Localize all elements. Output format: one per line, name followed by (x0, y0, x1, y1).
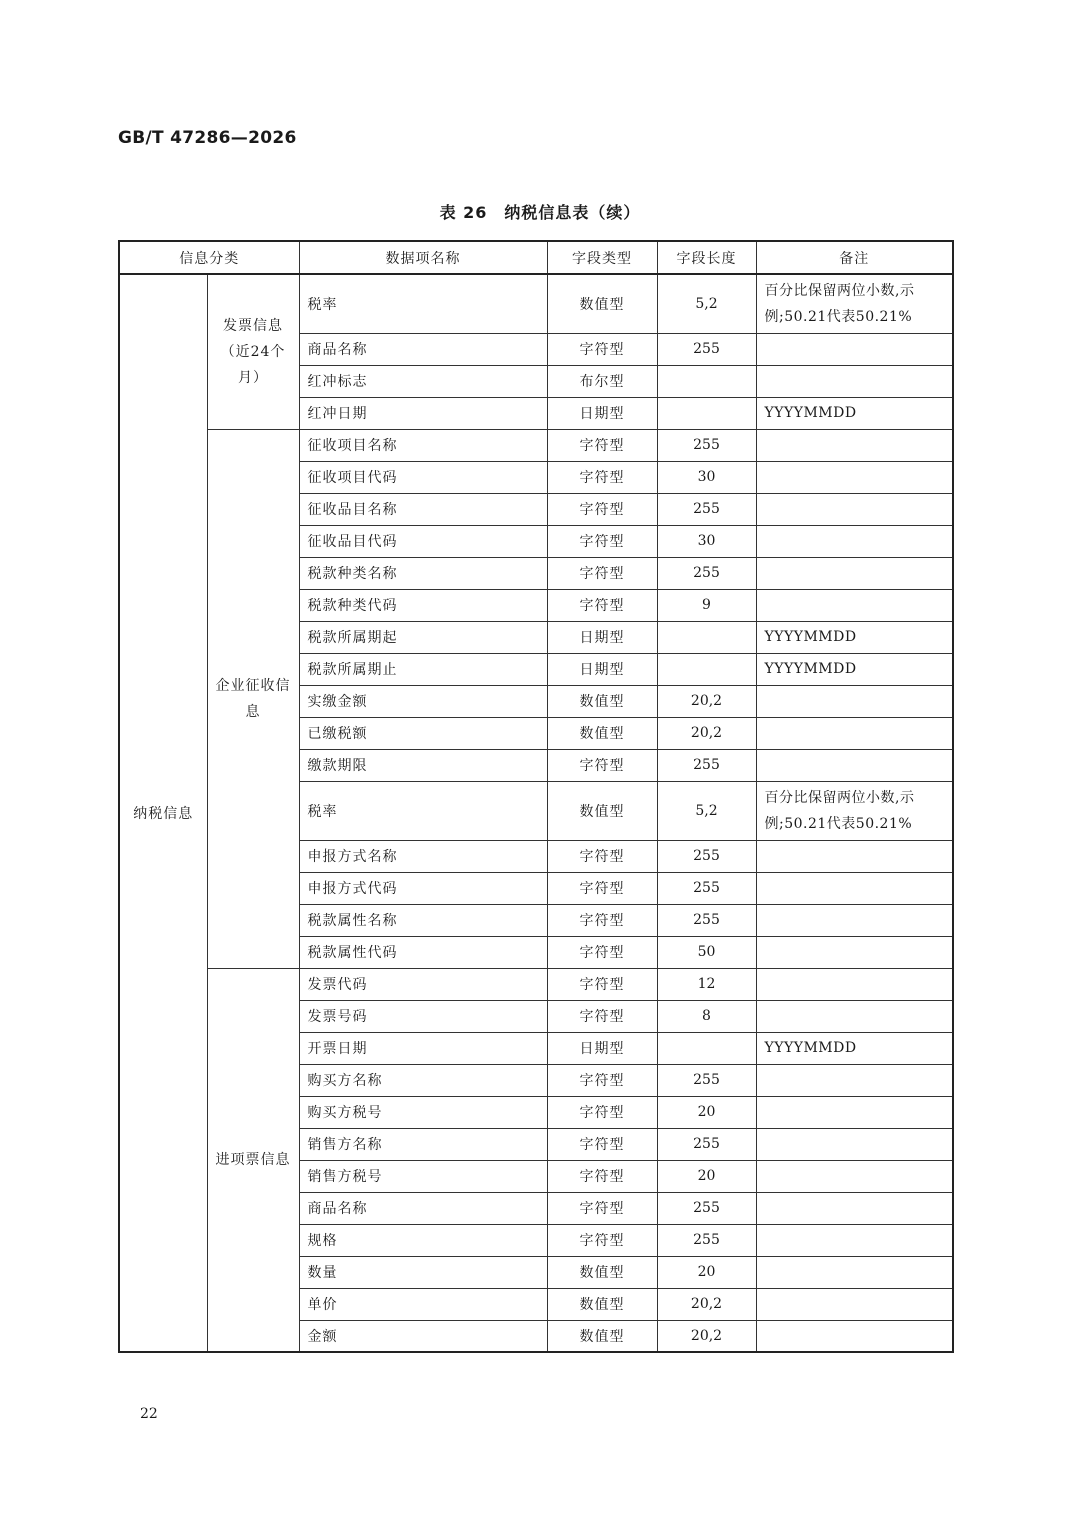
item-name-cell: 缴款期限 (299, 749, 547, 781)
note-cell (756, 872, 953, 904)
field-length-cell: 255 (657, 872, 756, 904)
field-type-cell: 字符型 (547, 1000, 657, 1032)
item-name-cell: 征收项目名称 (299, 429, 547, 461)
field-length-cell: 30 (657, 461, 756, 493)
field-length-cell: 20,2 (657, 717, 756, 749)
note-cell (756, 1192, 953, 1224)
item-name-cell: 购买方名称 (299, 1064, 547, 1096)
note-cell (756, 1128, 953, 1160)
note-cell (756, 365, 953, 397)
field-length-cell: 20 (657, 1256, 756, 1288)
note-cell (756, 1288, 953, 1320)
field-type-cell: 数值型 (547, 274, 657, 333)
item-name-cell: 税款所属期止 (299, 653, 547, 685)
item-name-cell: 购买方税号 (299, 1096, 547, 1128)
note-cell (756, 589, 953, 621)
note-cell: YYYYMMDD (756, 397, 953, 429)
note-cell: YYYYMMDD (756, 653, 953, 685)
field-type-cell: 数值型 (547, 717, 657, 749)
field-type-cell: 布尔型 (547, 365, 657, 397)
field-length-cell: 255 (657, 429, 756, 461)
field-length-cell: 255 (657, 333, 756, 365)
field-length-cell: 255 (657, 1224, 756, 1256)
item-name-cell: 征收品目代码 (299, 525, 547, 557)
note-cell: YYYYMMDD (756, 621, 953, 653)
field-length-cell: 255 (657, 904, 756, 936)
item-name-cell: 申报方式名称 (299, 840, 547, 872)
note-cell (756, 525, 953, 557)
field-type-cell: 日期型 (547, 653, 657, 685)
note-cell (756, 429, 953, 461)
field-length-cell: 255 (657, 1192, 756, 1224)
field-length-cell (657, 1032, 756, 1064)
category-cell: 纳税信息 (119, 274, 207, 1352)
field-type-cell: 字符型 (547, 493, 657, 525)
column-header-category: 信息分类 (119, 241, 299, 274)
note-cell (756, 493, 953, 525)
field-length-cell: 20 (657, 1096, 756, 1128)
standard-id: GB/T 47286—2026 (118, 128, 297, 148)
item-name-cell: 规格 (299, 1224, 547, 1256)
field-length-cell: 255 (657, 749, 756, 781)
tax-info-table (118, 240, 954, 1353)
note-cell (756, 461, 953, 493)
field-type-cell: 字符型 (547, 749, 657, 781)
field-type-cell: 字符型 (547, 557, 657, 589)
field-length-cell (657, 397, 756, 429)
note-cell (756, 904, 953, 936)
item-name-cell: 红冲日期 (299, 397, 547, 429)
item-name-cell: 销售方名称 (299, 1128, 547, 1160)
note-cell: 百分比保留两位小数,示例;50.21代表50.21% (756, 781, 953, 840)
note-cell (756, 717, 953, 749)
field-type-cell: 字符型 (547, 872, 657, 904)
note-cell (756, 685, 953, 717)
item-name-cell: 商品名称 (299, 1192, 547, 1224)
note-cell (756, 333, 953, 365)
note-cell (756, 1256, 953, 1288)
table-row (119, 274, 953, 333)
note-cell (756, 1224, 953, 1256)
field-type-cell: 字符型 (547, 461, 657, 493)
field-type-cell: 日期型 (547, 621, 657, 653)
subcategory-cell: 企业征收信息 (207, 429, 299, 968)
field-length-cell (657, 653, 756, 685)
page-number: 22 (140, 1406, 158, 1422)
note-cell (756, 840, 953, 872)
item-name-cell: 发票号码 (299, 1000, 547, 1032)
field-type-cell: 字符型 (547, 333, 657, 365)
field-type-cell: 字符型 (547, 525, 657, 557)
field-length-cell: 5,2 (657, 781, 756, 840)
item-name-cell: 实缴金额 (299, 685, 547, 717)
field-length-cell: 20,2 (657, 1288, 756, 1320)
item-name-cell: 数量 (299, 1256, 547, 1288)
table-title: 表 26 纳税信息表（续） (439, 203, 641, 222)
item-name-cell: 申报方式代码 (299, 872, 547, 904)
field-type-cell: 字符型 (547, 1096, 657, 1128)
field-length-cell: 255 (657, 557, 756, 589)
note-cell (756, 1160, 953, 1192)
item-name-cell: 征收品目名称 (299, 493, 547, 525)
note-cell (756, 749, 953, 781)
item-name-cell: 单价 (299, 1288, 547, 1320)
item-name-cell: 发票代码 (299, 968, 547, 1000)
item-name-cell: 销售方税号 (299, 1160, 547, 1192)
field-length-cell: 255 (657, 1064, 756, 1096)
column-header-note: 备注 (756, 241, 953, 274)
note-cell (756, 1064, 953, 1096)
field-type-cell: 字符型 (547, 589, 657, 621)
field-type-cell: 数值型 (547, 685, 657, 717)
field-length-cell: 20,2 (657, 685, 756, 717)
table-row (119, 429, 953, 461)
note-cell (756, 1000, 953, 1032)
field-length-cell: 20,2 (657, 1320, 756, 1352)
item-name-cell: 已缴税额 (299, 717, 547, 749)
field-type-cell: 字符型 (547, 429, 657, 461)
item-name-cell: 税率 (299, 781, 547, 840)
item-name-cell: 税款所属期起 (299, 621, 547, 653)
item-name-cell: 红冲标志 (299, 365, 547, 397)
field-type-cell: 数值型 (547, 1256, 657, 1288)
field-length-cell: 5,2 (657, 274, 756, 333)
field-type-cell: 字符型 (547, 1224, 657, 1256)
field-type-cell: 数值型 (547, 781, 657, 840)
field-type-cell: 日期型 (547, 1032, 657, 1064)
subcategory-cell: 进项票信息 (207, 968, 299, 1352)
column-header-field-length: 字段长度 (657, 241, 756, 274)
note-cell: 百分比保留两位小数,示例;50.21代表50.21% (756, 274, 953, 333)
field-length-cell (657, 365, 756, 397)
field-type-cell: 字符型 (547, 1128, 657, 1160)
item-name-cell: 税款属性名称 (299, 904, 547, 936)
field-type-cell: 数值型 (547, 1320, 657, 1352)
note-cell (756, 1320, 953, 1352)
field-length-cell: 255 (657, 840, 756, 872)
item-name-cell: 金额 (299, 1320, 547, 1352)
note-cell (756, 968, 953, 1000)
field-length-cell: 30 (657, 525, 756, 557)
note-cell (756, 1096, 953, 1128)
item-name-cell: 税款种类代码 (299, 589, 547, 621)
note-cell (756, 557, 953, 589)
field-length-cell: 20 (657, 1160, 756, 1192)
table-row (119, 968, 953, 1000)
note-cell (756, 936, 953, 968)
field-length-cell: 8 (657, 1000, 756, 1032)
field-type-cell: 字符型 (547, 1192, 657, 1224)
field-type-cell: 字符型 (547, 1064, 657, 1096)
item-name-cell: 开票日期 (299, 1032, 547, 1064)
field-length-cell: 9 (657, 589, 756, 621)
field-type-cell: 字符型 (547, 968, 657, 1000)
field-length-cell: 255 (657, 493, 756, 525)
note-cell: YYYYMMDD (756, 1032, 953, 1064)
table-header-row (119, 241, 953, 274)
field-length-cell: 50 (657, 936, 756, 968)
subcategory-cell: 发票信息（近24个月） (207, 274, 299, 429)
item-name-cell: 商品名称 (299, 333, 547, 365)
field-type-cell: 日期型 (547, 397, 657, 429)
field-type-cell: 数值型 (547, 1288, 657, 1320)
field-length-cell: 255 (657, 1128, 756, 1160)
column-header-field-type: 字段类型 (547, 241, 657, 274)
item-name-cell: 税款属性代码 (299, 936, 547, 968)
item-name-cell: 征收项目代码 (299, 461, 547, 493)
field-type-cell: 字符型 (547, 904, 657, 936)
field-length-cell (657, 621, 756, 653)
field-type-cell: 字符型 (547, 840, 657, 872)
field-type-cell: 字符型 (547, 1160, 657, 1192)
item-name-cell: 税款种类名称 (299, 557, 547, 589)
field-type-cell: 字符型 (547, 936, 657, 968)
column-header-item-name: 数据项名称 (299, 241, 547, 274)
field-length-cell: 12 (657, 968, 756, 1000)
item-name-cell: 税率 (299, 274, 547, 333)
